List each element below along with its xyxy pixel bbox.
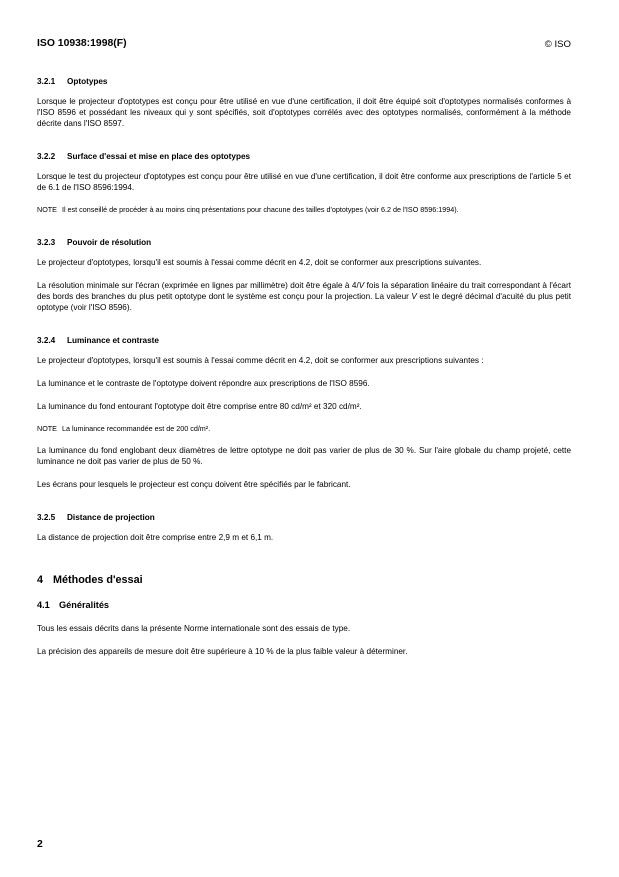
section-3-2-5-heading xyxy=(37,512,571,523)
paragraph xyxy=(37,280,571,313)
page-body xyxy=(37,76,571,669)
note xyxy=(37,424,571,434)
section-title: Luminance et contraste xyxy=(67,335,159,345)
section-number: 3.2.3 xyxy=(37,237,56,247)
section-title: Distance de projection xyxy=(67,513,155,523)
copyright-notice: © ISO xyxy=(544,39,571,50)
paragraph: La luminance du fond entourant l'optotype doit être comprise entre 80 cd/m² et 320 cd/m². xyxy=(37,401,362,411)
section-number: 3.2.2 xyxy=(37,152,56,161)
variable-v: V xyxy=(411,291,417,301)
variable-v: V xyxy=(358,280,365,290)
paragraph: La précision des appareils de mesure doit être supérieure à 10 % de la plus faible valeur à déterminer. xyxy=(37,647,408,657)
text-run: La résolution minimale sur l'écran (exprimée en lignes par millimètre) doit être égale à 4/ xyxy=(37,280,359,290)
section-number: 4.1 xyxy=(37,600,50,611)
section-title: Optotypes xyxy=(67,77,108,86)
section-3-2-4-heading xyxy=(37,335,571,346)
section-title: Surface d'essai et mise en place des optotypes xyxy=(67,152,251,161)
section-title: Pouvoir de résolution xyxy=(67,237,152,247)
paragraph: La luminance du fond englobant deux diamètres de lettre optotype ne doit pas varier de plus de 30 %. Sur l'aire globale du champ projeté, cette luminance ne doit pas varier de plus de 50 %. xyxy=(37,446,571,467)
section-4-1-heading xyxy=(37,599,571,611)
section-number: 3.2.5 xyxy=(37,513,56,523)
paragraph: Lorsque le projecteur d'optotypes est conçu pour être utilisé en vue d'une certification, il doit être équipé soit d'optotypes normalisés conformes à l'ISO 8596 et possédant les niveaux qui y sont spécifiés, soit d'optotypes corrélés avec des optotypes normalisés, conformément à la méthode décrite dans l'ISO 8597. xyxy=(37,97,571,128)
section-number: 3.2.1 xyxy=(37,77,56,86)
paragraph: Lorsque le test du projecteur d'optotypes est conçu pour être utilisé en vue d'une certification, il doit être conforme aux prescriptions de l'article 5 et de 6.1 de l'ISO 8596:1994. xyxy=(37,172,571,192)
document-id: ISO 10938:1998(F) xyxy=(37,38,127,49)
paragraph: Les écrans pour lesquels le projecteur est conçu doivent être spécifiés par le fabricant. xyxy=(37,480,351,490)
text-run: est le degré décimal d'acuité du plus petit optotype (voir l'ISO 8596). xyxy=(37,291,571,312)
note-label: NOTE xyxy=(37,205,57,214)
clause-title: Méthodes d'essai xyxy=(53,574,143,587)
section-3-2-3-heading xyxy=(37,237,571,248)
paragraph: Le projecteur d'optotypes, lorsqu'il est soumis à l'essai comme décrit en 4.2, doit se conformer aux prescriptions suivantes : xyxy=(37,355,484,365)
note-text: La luminance recommandée est de 200 cd/m². xyxy=(61,423,211,433)
clause-4-heading xyxy=(37,573,571,587)
clause-number: 4 xyxy=(37,574,44,587)
text-run: fois la séparation linéaire du trait correspondant à l'écart des bords des branches du plus petit optotype dont le système est conçu pour la projection. La valeur xyxy=(37,280,571,301)
section-title: Généralités xyxy=(59,600,110,611)
paragraph: Le projecteur d'optotypes, lorsqu'il est soumis à l'essai comme décrit en 4.2, doit se conformer aux prescriptions suivantes. xyxy=(37,257,482,267)
section-number: 3.2.4 xyxy=(37,335,56,345)
note-label: NOTE xyxy=(37,423,57,433)
paragraph: La distance de projection doit être comprise entre 2,9 m et 6,1 m. xyxy=(37,533,274,543)
paragraph: Tous les essais décrits dans la présente Norme internationale sont des essais de type. xyxy=(37,624,351,634)
section-3-2-1-heading xyxy=(37,76,571,87)
note xyxy=(37,205,571,215)
paragraph: La luminance et le contraste de l'optotype doivent répondre aux prescriptions de l'ISO 8596. xyxy=(37,378,370,388)
page-number: 2 xyxy=(37,839,43,850)
section-3-2-2-heading xyxy=(37,151,571,162)
note-text: Il est conseillé de procéder à au moins cinq présentations pour chacune des tailles d'optotypes (voir 6.2 de l'ISO 8596:1994). xyxy=(61,205,459,214)
